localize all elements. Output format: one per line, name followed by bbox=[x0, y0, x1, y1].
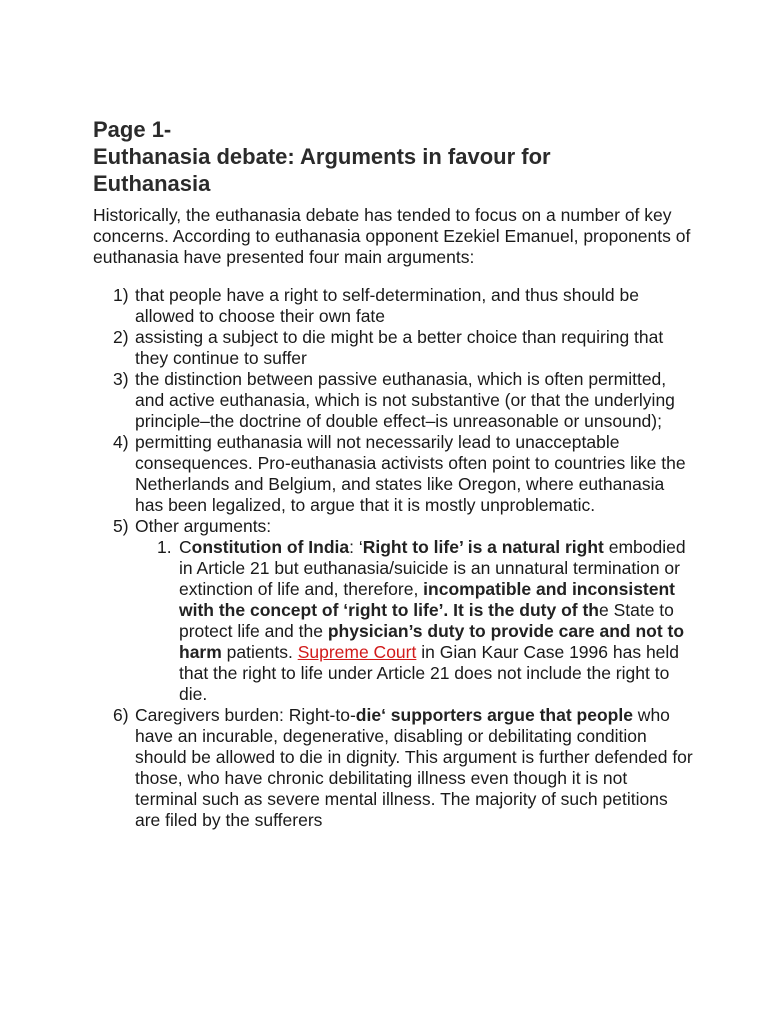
list-number: 2) bbox=[113, 327, 129, 347]
item6-text-part: who have an incurable, degenerative, disabling or debilitating condition should be allowed to die in dignity. This argument is further defended for those, who have chronic debilitating illness even though it is not terminal such as severe mental illness. The majority of such petitions are filed by the sufferers bbox=[135, 705, 693, 830]
list-item-text: permitting euthanasia will not necessarily lead to unacceptable consequences. Pro-euthanasia activists often point to countries like the Netherlands and Belgium, and states like Oregon, where euthanasia has been legalized, to argue that it is mostly unproblematic. bbox=[135, 432, 686, 515]
list-number: 1) bbox=[113, 285, 129, 305]
list-item-text: the distinction between passive euthanasia, which is often permitted, and active euthanasia, which is not substantive (or that the underlying principle–the doctrine of double effect–is unreasonable or unsound); bbox=[135, 369, 675, 431]
sub-text-bold: onstitution of India bbox=[191, 537, 350, 557]
list-item-4 bbox=[93, 432, 693, 516]
sub-text-bold: physician’s duty to provide care and not to harm bbox=[179, 621, 685, 662]
list-item-2 bbox=[93, 327, 693, 369]
sub-text-part: C bbox=[179, 537, 192, 557]
list-item-3 bbox=[93, 369, 693, 432]
sub-list bbox=[135, 537, 693, 705]
page-heading bbox=[93, 116, 693, 197]
sub-text-part: in Gian Kaur Case 1996 has held that the right to life under Article 21 does not include the right to die. bbox=[179, 642, 680, 704]
item6-text-bold: die‘ supporters argue that people bbox=[355, 705, 633, 725]
heading-line-2: Euthanasia debate: Arguments in favour for bbox=[93, 144, 551, 169]
sub-text-bold: incompatible and inconsistent with the concept of ‘right to life’. It is the duty of th bbox=[179, 579, 676, 620]
intro-paragraph: Historically, the euthanasia debate has tended to focus on a number of key concerns. According to euthanasia opponent Ezekiel Emanuel, proponents of euthanasia have presented four main arguments: bbox=[93, 205, 691, 267]
sub-text-part: : ‘ bbox=[349, 537, 363, 557]
supreme-court-link[interactable]: Supreme Court bbox=[297, 642, 417, 662]
list-item-text: Other arguments: bbox=[135, 516, 272, 536]
list-number: 6) bbox=[113, 705, 129, 725]
list-number: 3) bbox=[113, 369, 129, 389]
arguments-list bbox=[93, 285, 693, 831]
list-item-text: that people have a right to self-determination, and thus should be allowed to choose their own fate bbox=[135, 285, 639, 326]
list-item-1 bbox=[93, 285, 693, 327]
sub-text-part: embodied in Article 21 but euthanasia/suicide is an unnatural termination or extinction of life and, therefore, bbox=[179, 537, 686, 599]
sub-list-item-1 bbox=[135, 537, 693, 705]
item6-text-part: Caregivers burden: Right-to- bbox=[135, 705, 356, 725]
sub-text-bold: Right to life’ is a natural right bbox=[362, 537, 604, 557]
list-number: 5) bbox=[113, 516, 129, 536]
list-number: 4) bbox=[113, 432, 129, 452]
list-item-text: assisting a subject to die might be a better choice than requiring that they continue to suffer bbox=[135, 327, 664, 368]
heading-line-1: Page 1- bbox=[93, 117, 172, 142]
list-item-6 bbox=[93, 705, 693, 831]
list-item-5 bbox=[93, 516, 693, 705]
sub-text-part: e State to protect life and the bbox=[179, 600, 674, 641]
sub-list-number: 1. bbox=[157, 537, 172, 557]
heading-line-3: Euthanasia bbox=[93, 171, 211, 196]
sub-text-part: patients. bbox=[221, 642, 298, 662]
document-page bbox=[93, 116, 693, 831]
